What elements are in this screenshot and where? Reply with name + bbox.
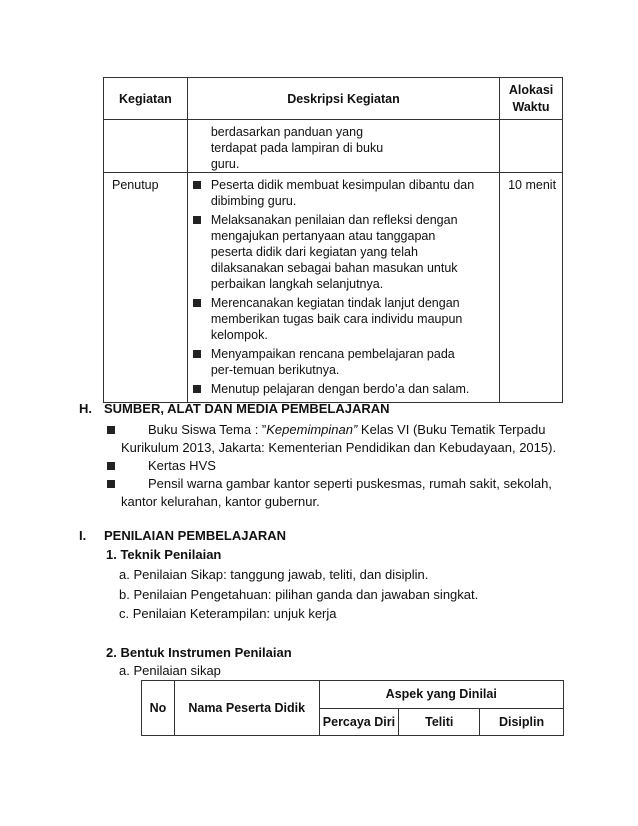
- header-disiplin: Disiplin: [480, 708, 564, 736]
- header-aspek: Aspek yang Dinilai: [319, 681, 564, 709]
- teknik-item-c: c. Penilaian Keterampilan: unjuk kerja: [119, 606, 337, 621]
- header-nama: Nama Peserta Didik: [174, 681, 319, 736]
- activity-table-header: [104, 78, 563, 120]
- bentuk-instrumen-heading: 2. Bentuk Instrumen Penilaian: [106, 645, 292, 660]
- header-teliti: Teliti: [399, 708, 480, 736]
- list-item: Peserta didik membuat kesimpulan dibantu dan dibimbing guru.: [188, 177, 499, 209]
- table-row: [104, 173, 563, 403]
- header-no: No: [142, 681, 175, 736]
- list-item: Merencanakan kegiatan tindak lanjut dengan memberikan tugas baik cara individu maupun kelompok.: [188, 295, 499, 343]
- bullet-square-icon: [107, 426, 115, 434]
- bullet-square-icon: [107, 480, 115, 488]
- header-percaya-diri: Percaya Diri: [319, 708, 399, 736]
- section-h-letter: H.: [79, 401, 92, 416]
- teknik-item-a: a. Penilaian Sikap: tanggung jawab, teliti, dan disiplin.: [119, 567, 429, 582]
- bullet-square-icon: [193, 299, 201, 307]
- activity-table: [103, 77, 563, 403]
- header-alokasi: Alokasi Waktu: [500, 78, 563, 120]
- section-h-item-1: Buku Siswa Tema : ”Kepemimpinan” Kelas VI (Buku Tematik Terpadu Kurikulum 2013, Jakarta: Kementerian Pendidikan dan Kebudayaan, 2015).: [104, 421, 564, 457]
- teknik-penilaian-heading: 1. Teknik Penilaian: [106, 547, 222, 562]
- bullet-square-icon: [193, 350, 201, 358]
- bullet-square-icon: [107, 462, 115, 470]
- list-item: Melaksanakan penilaian dan refleksi dengan mengajukan pertanyaan atau tanggapan peserta didik dari kegiatan yang telah dilaksanakan sebagai bahan masukan untuk perbaikan langkah selanjutnya.: [188, 212, 499, 292]
- kegiatan-penutup: Penutup: [112, 178, 159, 192]
- penilaian-sikap-table: [141, 680, 564, 736]
- section-i-title: PENILAIAN PEMBELAJARAN: [104, 528, 287, 543]
- header-deskripsi: Deskripsi Kegiatan: [187, 78, 499, 120]
- section-h-item-2: Kertas HVS: [104, 457, 564, 475]
- teknik-item-b: b. Penilaian Pengetahuan: pilihan ganda dan jawaban singkat.: [119, 587, 479, 602]
- bullet-square-icon: [193, 385, 201, 393]
- section-h-item-3: Pensil warna gambar kantor seperti puskesmas, rumah sakit, sekolah, kantor kelurahan, kantor gubernur.: [104, 475, 564, 511]
- row-desc-continued: berdasarkan panduan yang terdapat pada lampiran di buku guru.: [210, 125, 384, 171]
- table-row: [104, 120, 563, 173]
- section-i-letter: I.: [79, 528, 87, 543]
- list-item: Menyampaikan rencana pembelajaran pada per-temuan berikutnya.: [188, 346, 499, 378]
- bullet-square-icon: [193, 181, 201, 189]
- penilaian-sikap-label: a. Penilaian sikap: [119, 663, 221, 678]
- section-h-title: SUMBER, ALAT DAN MEDIA PEMBELAJARAN: [104, 401, 390, 416]
- waktu-value: 10 menit: [508, 178, 557, 192]
- list-item: Menutup pelajaran dengan berdo’a dan salam.: [188, 381, 499, 397]
- header-kegiatan: Kegiatan: [104, 78, 188, 120]
- bullet-square-icon: [193, 216, 201, 224]
